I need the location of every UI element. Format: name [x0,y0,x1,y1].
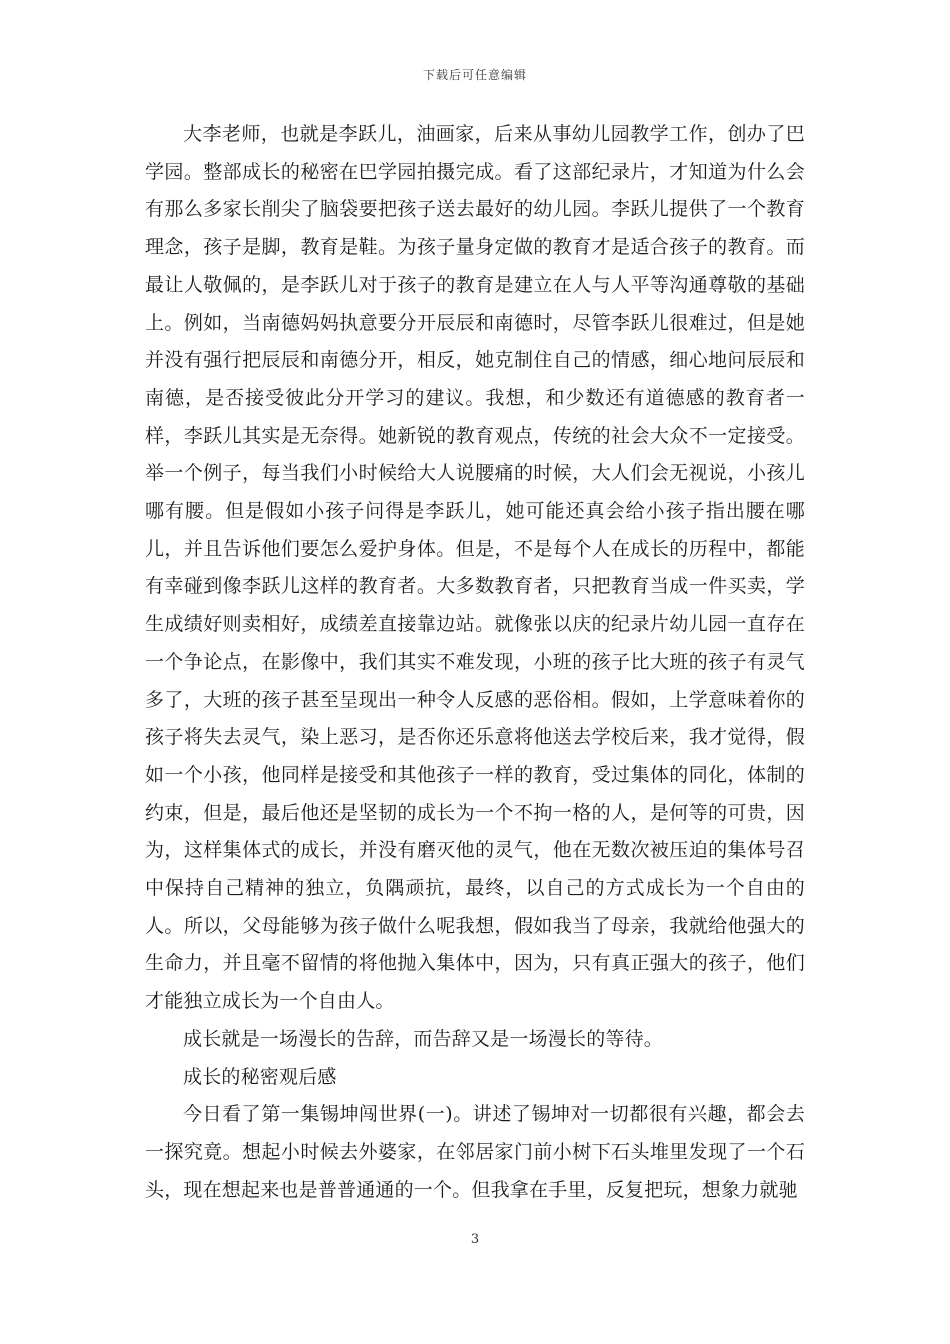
paragraph-1: 大李老师，也就是李跃儿，油画家，后来从事幼儿园教学工作，创办了巴学园。整部成长的秘密在巴学园拍摄完成。看了这部纪录片，才知道为什么会有那么多家长削尖了脑袋要把孩子送去最好的幼儿园。李跃儿提供了一个教育理念，孩子是脚，教育是鞋。为孩子量身定做的教育才是适合孩子的教育。而最让人敬佩的，是李跃儿对于孩子的教育是建立在人与人平等沟通尊敬的基础上。例如，当南德妈妈执意要分开辰辰和南德时，尽管李跃儿很难过，但是她并没有强行把辰辰和南德分开，相反，她克制住自己的情感，细心地问辰辰和南德，是否接受彼此分开学习的建议。我想，和少数还有道德感的教育者一样，李跃儿其实是无奈得。她新锐的教育观点，传统的社会大众不一定接受。举一个例子，每当我们小时候给大人说腰痛的时候，大人们会无视说，小孩儿哪有腰。但是假如小孩子问得是李跃儿，她可能还真会给小孩子指出腰在哪儿，并且告诉他们要怎么爱护身体。但是，不是每个人在成长的历程中，都能有幸碰到像李跃儿这样的教育者。大多数教育者，只把教育当成一件买卖，学生成绩好则卖相好，成绩差直接靠边站。就像张以庆的纪录片幼儿园一直存在一个争论点，在影像中，我们其实不难发现，小班的孩子比大班的孩子有灵气多了，大班的孩子甚至呈现出一种令人反感的恶俗相。假如，上学意味着你的孩子将失去灵气，染上恶习，是否你还乐意将他送去学校后来，我才觉得，假如一个小孩，他同样是接受和其他孩子一样的教育，受过集体的同化，体制的约束，但是，最后他还是坚韧的成长为一个不拘一格的人，是何等的可贵，因为，这样集体式的成长，并没有磨灭他的灵气，他在无数次被压迫的集体号召中保持自己精神的独立，负隅顽抗，最终，以自己的方式成长为一个自由的人。所以，父母能够为孩子做什么呢我想，假如我当了母亲，我就给他强大的生命力，并且毫不留情的将他抛入集体中，因为，只有真正强大的孩子，他们才能独立成长为一个自由人。 [145,123,805,1013]
paragraph-2: 成长就是一场漫长的告辞，而告辞又是一场漫长的等待。 [183,1027,664,1050]
page-header: 下载后可任意编辑 [422,68,527,82]
page-number: 3 [470,1232,480,1247]
paragraph-3: 今日看了第一集锡坤闯世界(一)。讲述了锡坤对一切都很有兴趣，都会去一探究竟。想起小时候去外婆家，在邻居家门前小树下石头堆里发现了一个石头，现在想起来也是普普通通的一个。但我拿在手里，反复把玩，想象力就驰 [145,1103,805,1201]
section-title: 成长的秘密观后感 [183,1065,337,1088]
document-body [145,116,805,1209]
